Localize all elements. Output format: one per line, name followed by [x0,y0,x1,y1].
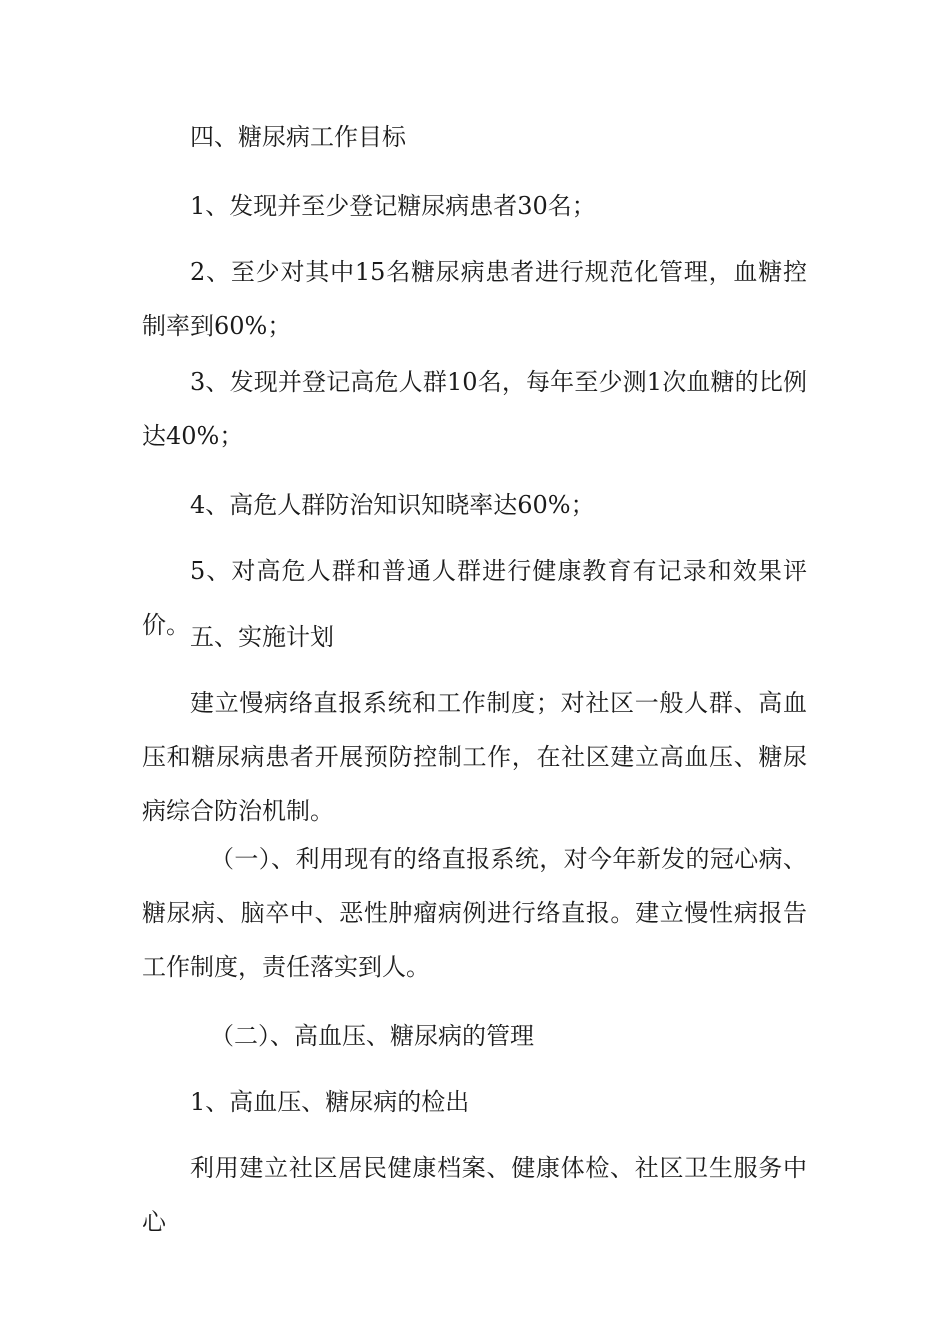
goal-item-3: 3、发现并登记高危人群10名，每年至少测1次血糖的比例达40%； [142,368,807,450]
plan-intro-paragraph: 建立慢病络直报系统和工作制度；对社区一般人群、高血压和糖尿病患者开展预防控制工作，在社区建立高血压、糖尿病综合防治机制。 [142,689,807,825]
goal-item-5: 5、对高危人群和普通人群进行健康教育有记录和效果评价。 [142,557,807,639]
plan-item-2-heading: （二）、高血压、糖尿病的管理 [210,1022,534,1050]
goal-item-1: 1、发现并至少登记糖尿病患者30名； [190,192,596,220]
plan-subitem-1-body: 利用建立社区居民健康档案、健康体检、社区卫生服务中心 [142,1154,807,1236]
goal-item-4: 4、高危人群防治知识知晓率达60%； [190,491,595,519]
section-heading-implementation-plan: 五、实施计划 [190,623,334,651]
section-heading-diabetes-goals: 四、糖尿病工作目标 [190,123,406,151]
plan-item-1-paragraph: （一）、利用现有的络直报系统，对今年新发的冠心病、糖尿病、脑卒中、恶性肿瘤病例进行络直报。建立慢性病报告工作制度，责任落实到人。 [142,845,807,981]
plan-subitem-1-heading: 1、高血压、糖尿病的检出 [190,1088,470,1116]
goal-item-2: 2、至少对其中15名糖尿病患者进行规范化管理，血糖控制率到60%； [142,258,807,340]
